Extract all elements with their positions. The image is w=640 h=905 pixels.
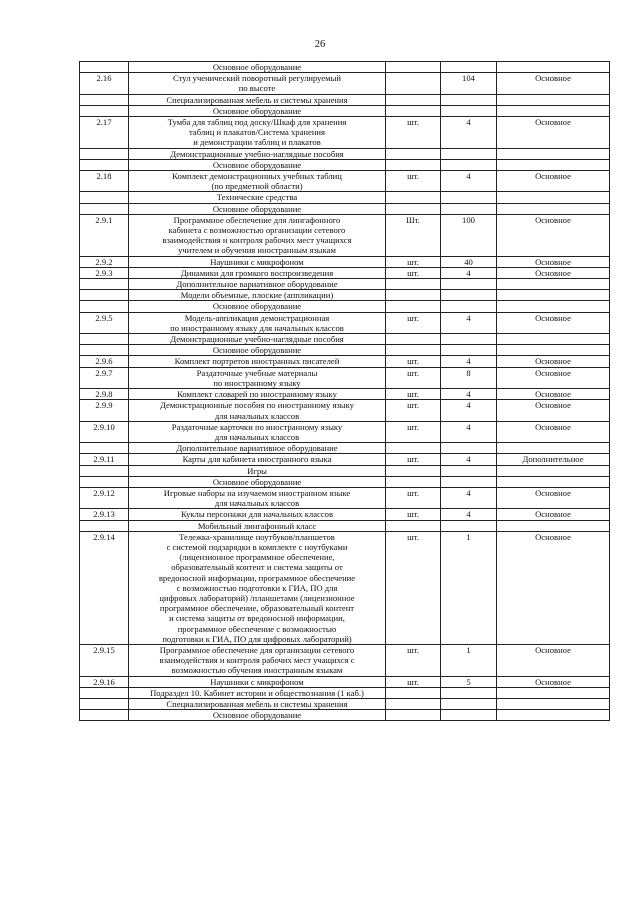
item-unit: шт. (386, 400, 441, 421)
empty-cell (441, 105, 497, 116)
empty-cell (441, 710, 497, 721)
empty-cell (386, 203, 441, 214)
section-row (80, 301, 610, 312)
item-quantity: 4 (441, 171, 497, 192)
section-row (80, 192, 610, 203)
empty-cell (497, 290, 610, 301)
empty-cell (441, 279, 497, 290)
page-number: 26 (314, 39, 326, 50)
table-row (80, 267, 610, 278)
item-unit: шт. (386, 644, 441, 676)
item-number: 2.9.8 (80, 389, 129, 400)
item-type: Основное (497, 367, 610, 388)
empty-cell (441, 443, 497, 454)
item-number: 2.9.7 (80, 367, 129, 388)
item-name: Программное обеспечение для лингафонного кабинета с возможностью организации сетевого взаимодействия и контроля рабочих мест учащихся учителем и обучения иностранным языкам (129, 214, 386, 256)
empty-cell (386, 334, 441, 345)
empty-cell (441, 192, 497, 203)
empty-cell (441, 345, 497, 356)
item-unit: шт. (386, 367, 441, 388)
item-number: 2.9.13 (80, 509, 129, 520)
item-name: Комплект демонстрационных учебных таблиц (по предметной области) (129, 171, 386, 192)
empty-cell (497, 94, 610, 105)
table-row (80, 454, 610, 465)
item-quantity: 4 (441, 454, 497, 465)
section-row (80, 290, 610, 301)
empty-cell (386, 476, 441, 487)
section-num-cell (80, 192, 129, 203)
item-name: Раздаточные учебные материалы по иностранному языку (129, 367, 386, 388)
section-heading: Демонстрационные учебно-наглядные пособия (129, 148, 386, 159)
empty-cell (441, 465, 497, 476)
item-quantity: 4 (441, 389, 497, 400)
item-number: 2.9.16 (80, 676, 129, 687)
item-unit (386, 73, 441, 94)
item-name: Динамики для громкого воспроизведения (129, 267, 386, 278)
section-heading: Модели объемные, плоские (аппликации) (129, 290, 386, 301)
item-unit: шт. (386, 676, 441, 687)
table-row (80, 312, 610, 333)
section-row (80, 62, 610, 73)
empty-cell (386, 94, 441, 105)
item-number: 2.16 (80, 73, 129, 94)
section-heading: Основное оборудование (129, 62, 386, 73)
empty-cell (497, 465, 610, 476)
item-type: Основное (497, 389, 610, 400)
item-type: Основное (497, 531, 610, 644)
empty-cell (441, 301, 497, 312)
item-type: Основное (497, 356, 610, 367)
section-heading: Специализированная мебель и системы хранения (129, 698, 386, 709)
item-name: Стул ученический поворотный регулируемый по высоте (129, 73, 386, 94)
empty-cell (441, 290, 497, 301)
table-row (80, 389, 610, 400)
section-heading: Демонстрационные учебно-наглядные пособия (129, 334, 386, 345)
empty-cell (386, 290, 441, 301)
item-quantity: 4 (441, 267, 497, 278)
section-row (80, 94, 610, 105)
section-num-cell (80, 443, 129, 454)
item-quantity: 1 (441, 531, 497, 644)
item-name: Игровые наборы на изучаемом иностранном языке для начальных классов (129, 487, 386, 508)
item-quantity: 4 (441, 400, 497, 421)
item-unit: шт. (386, 531, 441, 644)
item-type: Основное (497, 421, 610, 442)
item-type: Дополнительное (497, 454, 610, 465)
item-quantity: 4 (441, 509, 497, 520)
section-heading: Дополнительное вариативное оборудование (129, 443, 386, 454)
item-quantity: 4 (441, 356, 497, 367)
empty-cell (497, 345, 610, 356)
section-num-cell (80, 698, 129, 709)
item-number: 2.9.11 (80, 454, 129, 465)
empty-cell (441, 687, 497, 698)
empty-cell (497, 159, 610, 170)
section-num-cell (80, 279, 129, 290)
section-num-cell (80, 520, 129, 531)
item-type: Основное (497, 644, 610, 676)
item-quantity: 4 (441, 487, 497, 508)
section-row (80, 345, 610, 356)
item-quantity: 4 (441, 117, 497, 149)
empty-cell (441, 159, 497, 170)
empty-cell (386, 698, 441, 709)
section-row (80, 443, 610, 454)
item-unit: шт. (386, 509, 441, 520)
item-type: Основное (497, 487, 610, 508)
item-number: 2.9.12 (80, 487, 129, 508)
section-row (80, 465, 610, 476)
item-name: Тумба для таблиц под доску/Шкаф для хранения таблиц и плакатов/Система хранения и демонстрации таблиц и плакатов (129, 117, 386, 149)
section-row (80, 159, 610, 170)
item-quantity: 104 (441, 73, 497, 94)
section-heading: Основное оборудование (129, 159, 386, 170)
section-row (80, 520, 610, 531)
empty-cell (386, 345, 441, 356)
table-row (80, 487, 610, 508)
empty-cell (386, 192, 441, 203)
section-heading: Основное оборудование (129, 203, 386, 214)
table-row (80, 421, 610, 442)
equipment-table (79, 61, 610, 721)
section-row (80, 687, 610, 698)
item-name: Наушники с микрофоном (129, 676, 386, 687)
empty-cell (497, 698, 610, 709)
section-row (80, 279, 610, 290)
section-num-cell (80, 301, 129, 312)
section-num-cell (80, 159, 129, 170)
table-row (80, 73, 610, 94)
table-row (80, 256, 610, 267)
item-name: Комплект портретов иностранных писателей (129, 356, 386, 367)
section-heading: Основное оборудование (129, 710, 386, 721)
item-unit: шт. (386, 312, 441, 333)
empty-cell (497, 710, 610, 721)
item-unit: шт. (386, 454, 441, 465)
item-type: Основное (497, 117, 610, 149)
item-quantity: 40 (441, 256, 497, 267)
item-quantity: 4 (441, 421, 497, 442)
item-unit: шт. (386, 487, 441, 508)
section-heading: Мобильный лингафонный класс (129, 520, 386, 531)
item-quantity: 1 (441, 644, 497, 676)
empty-cell (386, 148, 441, 159)
empty-cell (441, 203, 497, 214)
section-num-cell (80, 687, 129, 698)
item-number: 2.9.9 (80, 400, 129, 421)
item-unit: шт. (386, 356, 441, 367)
empty-cell (497, 148, 610, 159)
section-num-cell (80, 345, 129, 356)
item-name: Модель-аппликация демонстрационная по иностранному языку для начальных классов (129, 312, 386, 333)
section-heading: Дополнительное вариативное оборудование (129, 279, 386, 290)
item-unit: шт. (386, 421, 441, 442)
item-type: Основное (497, 73, 610, 94)
item-number: 2.9.6 (80, 356, 129, 367)
item-number: 2.9.14 (80, 531, 129, 644)
empty-cell (441, 148, 497, 159)
empty-cell (386, 443, 441, 454)
item-type: Основное (497, 214, 610, 256)
section-row (80, 710, 610, 721)
empty-cell (386, 62, 441, 73)
item-quantity: 4 (441, 312, 497, 333)
item-type: Основное (497, 509, 610, 520)
empty-cell (441, 520, 497, 531)
section-num-cell (80, 105, 129, 116)
item-unit: шт. (386, 256, 441, 267)
section-num-cell (80, 334, 129, 345)
empty-cell (497, 443, 610, 454)
empty-cell (441, 62, 497, 73)
item-unit: шт. (386, 171, 441, 192)
item-number: 2.17 (80, 117, 129, 149)
section-num-cell (80, 62, 129, 73)
section-heading: Основное оборудование (129, 105, 386, 116)
section-num-cell (80, 94, 129, 105)
empty-cell (441, 476, 497, 487)
item-name: Демонстрационные пособия по иностранному языку для начальных классов (129, 400, 386, 421)
empty-cell (386, 687, 441, 698)
empty-cell (441, 94, 497, 105)
empty-cell (441, 334, 497, 345)
item-name: Наушники с микрофоном (129, 256, 386, 267)
section-row (80, 105, 610, 116)
empty-cell (497, 62, 610, 73)
section-row (80, 148, 610, 159)
item-unit: шт. (386, 389, 441, 400)
item-type: Основное (497, 400, 610, 421)
item-number: 2.9.3 (80, 267, 129, 278)
empty-cell (497, 105, 610, 116)
empty-cell (386, 465, 441, 476)
section-num-cell (80, 710, 129, 721)
section-num-cell (80, 465, 129, 476)
table-row (80, 644, 610, 676)
section-heading: Подраздел 10. Кабинет истории и обществознания (1 каб.) (129, 687, 386, 698)
item-quantity: 5 (441, 676, 497, 687)
item-unit: шт. (386, 267, 441, 278)
item-number: 2.9.1 (80, 214, 129, 256)
item-type: Основное (497, 256, 610, 267)
section-heading: Основное оборудование (129, 345, 386, 356)
item-type: Основное (497, 312, 610, 333)
section-heading: Игры (129, 465, 386, 476)
item-number: 2.9.15 (80, 644, 129, 676)
table-row (80, 400, 610, 421)
section-row (80, 476, 610, 487)
table-row (80, 117, 610, 149)
empty-cell (497, 203, 610, 214)
section-num-cell (80, 476, 129, 487)
item-name: Комплект словарей по иностранному языку (129, 389, 386, 400)
empty-cell (497, 687, 610, 698)
item-name: Программное обеспечение для организации сетевого взаимодействия и контроля рабочих мест учащихся с возможностью обучения иностранным языкам (129, 644, 386, 676)
empty-cell (497, 301, 610, 312)
item-type: Основное (497, 267, 610, 278)
item-name: Тележка-хранилище ноутбуков/планшетов с системой подзарядки в комплекте с ноутбуками (лицензионное программное обеспечение, образовательный контент и система защиты от вредоносной информации, программное обеспечение с возможностью подготовки к ГИА, ПО для цифровых лабораторий) /планшетами (лицензионное программное обеспечение, образовательный контент и система защиты от вредоносной информации, программное обеспечение с возможностью подготовки к ГИА, ПО для цифровых лабораторий) (129, 531, 386, 644)
item-quantity: 100 (441, 214, 497, 256)
item-number: 2.9.5 (80, 312, 129, 333)
section-heading: Специализированная мебель и системы хранения (129, 94, 386, 105)
section-heading: Основное оборудование (129, 301, 386, 312)
equipment-table-body (80, 62, 610, 721)
section-row (80, 203, 610, 214)
section-num-cell (80, 290, 129, 301)
section-num-cell (80, 203, 129, 214)
item-type: Основное (497, 676, 610, 687)
item-quantity: 8 (441, 367, 497, 388)
item-number: 2.9.2 (80, 256, 129, 267)
table-row (80, 356, 610, 367)
table-row (80, 367, 610, 388)
item-number: 2.18 (80, 171, 129, 192)
empty-cell (386, 105, 441, 116)
empty-cell (386, 710, 441, 721)
empty-cell (497, 192, 610, 203)
table-row (80, 531, 610, 644)
section-heading: Основное оборудование (129, 476, 386, 487)
item-name: Раздаточные карточки по иностранному языку для начальных классов (129, 421, 386, 442)
table-row (80, 171, 610, 192)
item-name: Куклы персонажи для начальных классов (129, 509, 386, 520)
empty-cell (386, 520, 441, 531)
item-unit: шт. (386, 117, 441, 149)
item-type: Основное (497, 171, 610, 192)
table-row (80, 509, 610, 520)
section-row (80, 698, 610, 709)
empty-cell (441, 698, 497, 709)
section-num-cell (80, 148, 129, 159)
item-name: Карты для кабинета иностранного языка (129, 454, 386, 465)
item-number: 2.9.10 (80, 421, 129, 442)
empty-cell (386, 301, 441, 312)
section-row (80, 334, 610, 345)
table-row (80, 214, 610, 256)
empty-cell (497, 520, 610, 531)
empty-cell (386, 279, 441, 290)
empty-cell (386, 159, 441, 170)
table-row (80, 676, 610, 687)
empty-cell (497, 476, 610, 487)
item-unit: Шт. (386, 214, 441, 256)
section-heading: Технические средства (129, 192, 386, 203)
empty-cell (497, 279, 610, 290)
empty-cell (497, 334, 610, 345)
